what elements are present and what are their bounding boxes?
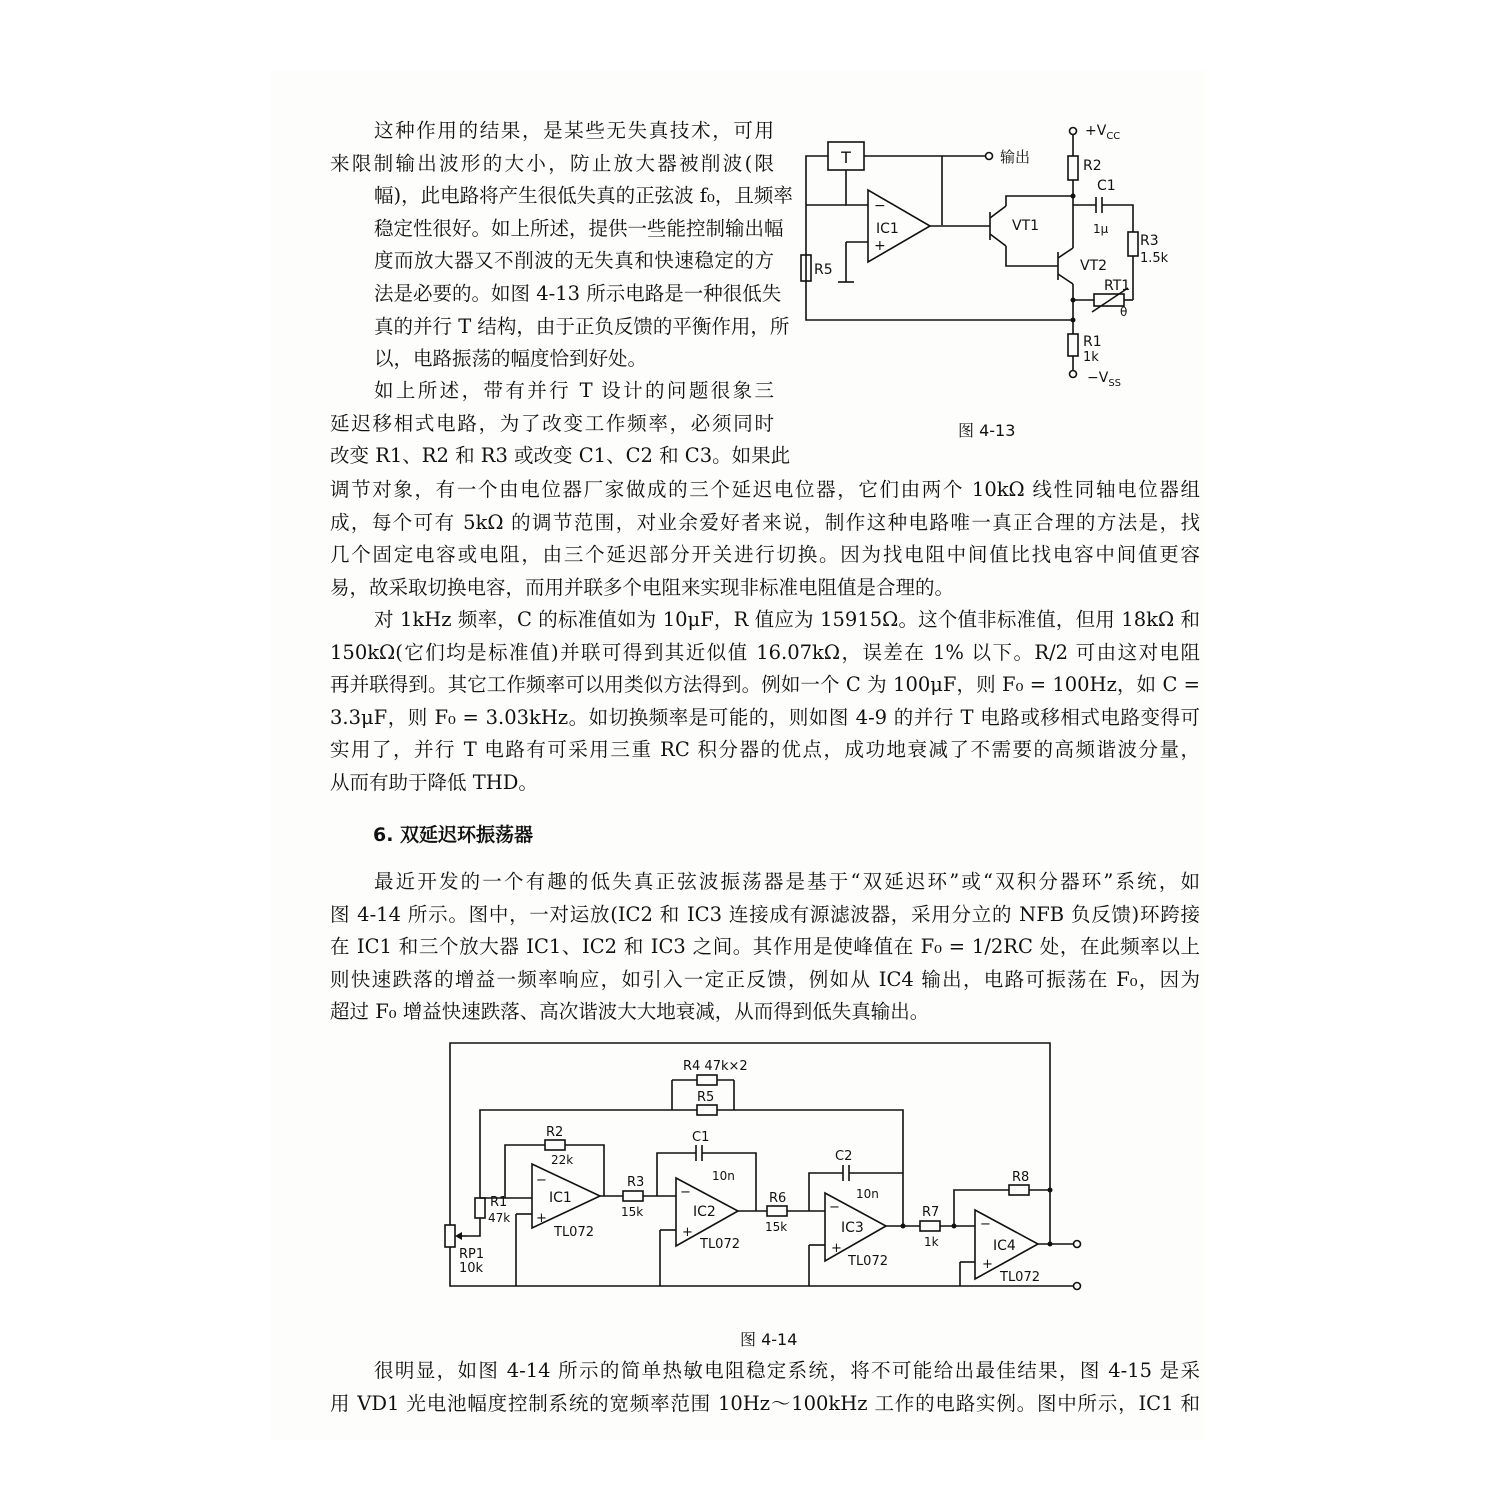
text-line: 最近开发的一个有趣的低失真正弦波振荡器是基于“双延迟环”或“双积分器环”系统，如 xyxy=(374,870,1200,893)
vss-label: $-V_{SS}$ xyxy=(1087,370,1122,389)
text-line: 实用了，并行 T 电路有可采用三重 RC 积分器的优点，成功地衰减了不需要的高频谐波分量， xyxy=(330,738,1200,762)
ic3-label: IC3 xyxy=(841,1220,864,1236)
text-line: 法是必要的。如图 4-13 所示电路是一种很低失 xyxy=(374,281,782,305)
t-box-label: T xyxy=(841,148,851,167)
text-line: 用 VD1 光电池幅度控制系统的宽频率范围 10Hz～100kHz 工作的电路实例。图中所示，IC1 和 xyxy=(330,1391,1200,1415)
r7-value: 1k xyxy=(924,1235,939,1249)
text-line: 改变 R1、R2 和 R3 或改变 C1、C2 和 C3。如果此 xyxy=(330,444,791,468)
text-line: 从而有助于降低 THD。 xyxy=(330,770,538,794)
figure-4-14-caption: 图 4-14 xyxy=(740,1330,798,1349)
ic1-minus-4-14: − xyxy=(536,1173,547,1188)
vt2-label: VT2 xyxy=(1080,258,1108,274)
ic3-minus: − xyxy=(829,1200,840,1215)
ic2-minus: − xyxy=(680,1185,691,1200)
r6-label: R6 xyxy=(769,1191,787,1206)
c2-label: C2 xyxy=(835,1149,853,1164)
c1-value-4-13: 1μ xyxy=(1093,222,1109,236)
text-line: 在 IC1 和三个放大器 IC1、IC2 和 IC3 之间。其作用是使峰值在 F₀ = 1/2RC 处，在此频率以上 xyxy=(330,935,1200,959)
ic2-label: IC2 xyxy=(693,1204,716,1220)
text-line: 以，电路振荡的幅度恰到好处。 xyxy=(374,347,648,371)
ic1-plus: + xyxy=(874,238,886,254)
r1-label-4-13: R1 xyxy=(1083,334,1102,350)
r6-value: 15k xyxy=(765,1220,788,1234)
ic1-minus: − xyxy=(874,198,886,214)
r3-value-4-14: 15k xyxy=(621,1205,644,1219)
figure-4-13-caption: 图 4-13 xyxy=(958,421,1016,440)
r3-value-4-13: 1.5k xyxy=(1140,251,1169,266)
ic3-plus: + xyxy=(831,1241,842,1256)
text-line: 延迟移相式电路，为了改变工作频率，必须同时 xyxy=(330,411,774,435)
text-line: 如上所述，带有并行 T 设计的问题很象三 xyxy=(374,379,774,402)
text-line: 真的并行 T 结构，由于正负反馈的平衡作用，所 xyxy=(374,314,790,338)
ic4-minus: − xyxy=(980,1217,991,1232)
text-line: 这种作用的结果，是某些无失真技术，可用 xyxy=(374,119,774,142)
text-line: 再并联得到。其它工作频率可以用类似方法得到。例如一个 C 为 100μF，则 F₀ = 100Hz，如 C = xyxy=(330,673,1200,697)
text-line: 对 1kHz 频率，C 的标准值如为 10μF，R 值应为 15915Ω。这个值非标准值，但用 18kΩ 和 xyxy=(374,608,1200,631)
ic1-label-4-13: IC1 xyxy=(876,221,899,237)
ic4-plus: + xyxy=(982,1257,993,1272)
text-line: 3.3μF，则 F₀ = 3.03kHz。如切换频率是可能的，则如图 4-9 的并行 T 电路或移相式电路变得可 xyxy=(330,705,1200,729)
rp1-value: 10k xyxy=(459,1261,484,1276)
text-line: 几个固定电容或电阻，由三个延迟部分开关进行切换。因为找电阻中间值比找电容中间值更容 xyxy=(330,543,1200,567)
text-line: 度而放大器又不削波的无失真和快速稳定的方 xyxy=(374,249,774,273)
c1-label-4-14: C1 xyxy=(692,1130,710,1145)
ic3-part: TL072 xyxy=(848,1254,888,1269)
ic4-label: IC4 xyxy=(993,1238,1016,1254)
ic4-part: TL072 xyxy=(1000,1270,1040,1285)
text-line: 幅)，此电路将产生很低失真的正弦波 f₀，且频率 xyxy=(374,184,793,208)
r1-value-4-13: 1k xyxy=(1083,350,1099,365)
output-label: 输出 xyxy=(1000,148,1031,166)
text-line: 超过 F₀ 增益快速跌落、高次谐波大大地衰减，从而得到低失真输出。 xyxy=(330,1000,930,1024)
c1-label-4-13: C1 xyxy=(1097,178,1116,194)
text-line: 易，故采取切换电容，而用并联多个电阻来实现非标准电阻值是合理的。 xyxy=(330,575,955,599)
vcc-label: $+V_{CC}$ xyxy=(1085,123,1121,142)
ic1-label-4-14: IC1 xyxy=(549,1190,572,1206)
text-line: 很明显，如图 4-14 所示的简单热敏电阻稳定系统，将不可能给出最佳结果，图 4-15 是采 xyxy=(374,1359,1200,1382)
text-line: 图 4-14 所示。图中，一对运放(IC2 和 IC3 连接成有源滤波器，采用分立的 NFB 负反馈)环跨接 xyxy=(330,902,1200,926)
ic1-plus-4-14: + xyxy=(536,1211,547,1226)
ic1-part: TL072 xyxy=(554,1225,594,1240)
r3-label-4-14: R3 xyxy=(627,1175,645,1190)
text-line: 调节对象，有一个由电位器厂家做成的三个延迟电位器，它们由两个 10kΩ 线性同轴电位器组 xyxy=(330,478,1200,501)
text-line: 稳定性很好。如上所述，提供一些能控制输出幅 xyxy=(374,216,784,240)
r3-label-4-13: R3 xyxy=(1140,233,1159,249)
r7-label: R7 xyxy=(922,1205,940,1220)
r2-label-4-14: R2 xyxy=(546,1125,564,1140)
r4-label: R4 47k×2 xyxy=(683,1059,748,1074)
theta-symbol: θ xyxy=(1120,305,1128,319)
ic2-plus: + xyxy=(682,1225,693,1240)
text-line: 来限制输出波形的大小，防止放大器被削波(限 xyxy=(330,151,774,175)
r1-label-4-14: R1 xyxy=(490,1195,508,1210)
c2-value: 10n xyxy=(856,1187,879,1201)
r5-label: R5 xyxy=(814,262,833,278)
ic2-part: TL072 xyxy=(700,1237,740,1252)
r5-label-4-14: R5 xyxy=(697,1090,715,1105)
text-line: 则快速跌落的增益一频率响应，如引入一定正反馈，例如从 IC4 输出，电路可振荡在 F₀，因为 xyxy=(330,967,1200,991)
r1-value-4-14: 47k xyxy=(488,1211,511,1225)
rp1-label: RP1 xyxy=(459,1247,485,1262)
r2-value-4-14: 22k xyxy=(551,1153,574,1167)
text-line: 150kΩ(它们均是标准值)并联可得到其近似值 16.07kΩ，误差在 1% 以下。R/2 可由这对电阻 xyxy=(330,640,1200,664)
c1-value-4-14: 10n xyxy=(712,1169,735,1183)
r8-label: R8 xyxy=(1012,1170,1030,1185)
r2-label-4-13: R2 xyxy=(1083,158,1102,174)
section-heading: 6. 双延迟环振荡器 xyxy=(373,824,534,846)
vt1-label: VT1 xyxy=(1012,218,1040,234)
rt1-label: RT1 xyxy=(1104,278,1131,294)
text-line: 成，每个可有 5kΩ 的调节范围，对业余爱好者来说，制作这种电路唯一真正合理的方法是，找 xyxy=(330,510,1200,534)
